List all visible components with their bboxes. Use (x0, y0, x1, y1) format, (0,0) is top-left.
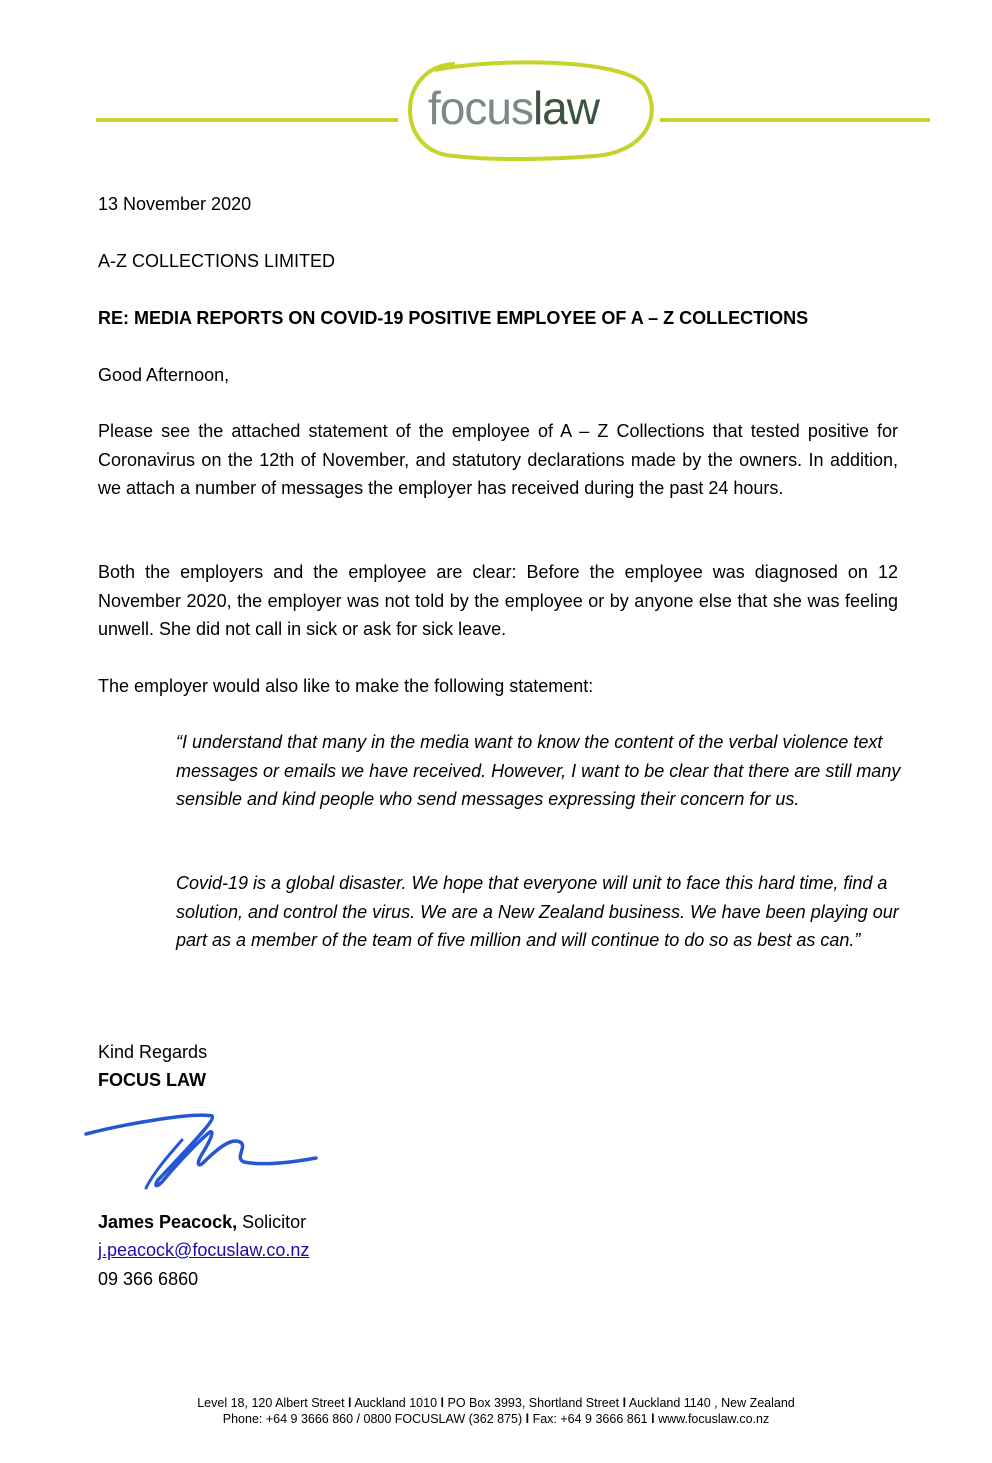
signature-icon (84, 1108, 324, 1193)
footer-pobox: PO Box 3993, Shortland Street (447, 1396, 620, 1410)
greeting: Good Afternoon, (98, 365, 230, 385)
footer-postal: Auckland 1140 , New Zealand (628, 1396, 795, 1410)
letter-date: 13 November 2020 (98, 194, 252, 214)
footer-website[interactable]: www.focuslaw.co.nz (658, 1412, 770, 1426)
footer-address (0, 1395, 992, 1411)
footer-separator: l (651, 1412, 655, 1426)
footer-street: Level 18, 120 Albert Street (197, 1396, 345, 1410)
footer-separator: l (622, 1396, 627, 1410)
paragraph-attachments: Please see the attached statement of the employee of A – Z Collections that tested positive for Coronavirus on the 12th of November, and statutory declarations made by the owners. In addition, we attach a number of messages the employer has received during the past 24 hours. (98, 421, 898, 498)
phone-number: 09 366 6860 (98, 1269, 199, 1289)
recipient: A-Z COLLECTIONS LIMITED (98, 251, 336, 271)
firm-name: FOCUS LAW (98, 1070, 206, 1090)
logo-focus-text: focus (428, 82, 533, 134)
letterhead-rule-right (660, 118, 930, 122)
email-line (98, 1236, 309, 1265)
footer-contact (0, 1411, 992, 1427)
signatory-title: Solicitor (242, 1212, 307, 1232)
footer-separator: l (348, 1396, 352, 1410)
footer-phone: Phone: +64 9 3666 860 / 0800 FOCUSLAW (362 875) (222, 1412, 523, 1426)
closing: Kind Regards (98, 1042, 208, 1062)
logo (428, 80, 599, 136)
signatory-line (98, 1208, 306, 1237)
footer-separator: l (440, 1396, 444, 1410)
signatory-name: James Peacock, (98, 1212, 238, 1232)
letterhead-rule-left (96, 118, 398, 122)
quote-paragraph-2: Covid-19 is a global disaster. We hope that everyone will unit to face this hard time, find a solution, and control the virus. We are a New Zealand business. We have been playing our part as a member of the team of five million and will continue to do so as best as can.” (176, 873, 899, 950)
footer-separator: l (525, 1412, 530, 1426)
footer-fax: Fax: +64 9 3666 861 (532, 1412, 648, 1426)
quote-paragraph-1: “I understand that many in the media want to know the content of the verbal violence text messages or emails we have received. However, I want to be clear that there are still many sensible and kind people who send messages expressing their concern for us. (176, 732, 901, 809)
logo-law-text: law (532, 82, 599, 134)
paragraph-statement-intro: The employer would also like to make the following statement: (98, 676, 594, 696)
subject-line: RE: MEDIA REPORTS ON COVID-19 POSITIVE EMPLOYEE OF A – Z COLLECTIONS (98, 308, 809, 328)
paragraph-clarification: Both the employers and the employee are clear: Before the employee was diagnosed on 12 November 2020, the employer was not told by the employee or by anyone else that she was feeling unwell. She did not call in sick or ask for sick leave. (98, 562, 898, 639)
letterhead (0, 0, 992, 170)
footer-city: Auckland 1010 (354, 1396, 438, 1410)
email-link[interactable]: j.peacock@focuslaw.co.nz (98, 1240, 310, 1260)
